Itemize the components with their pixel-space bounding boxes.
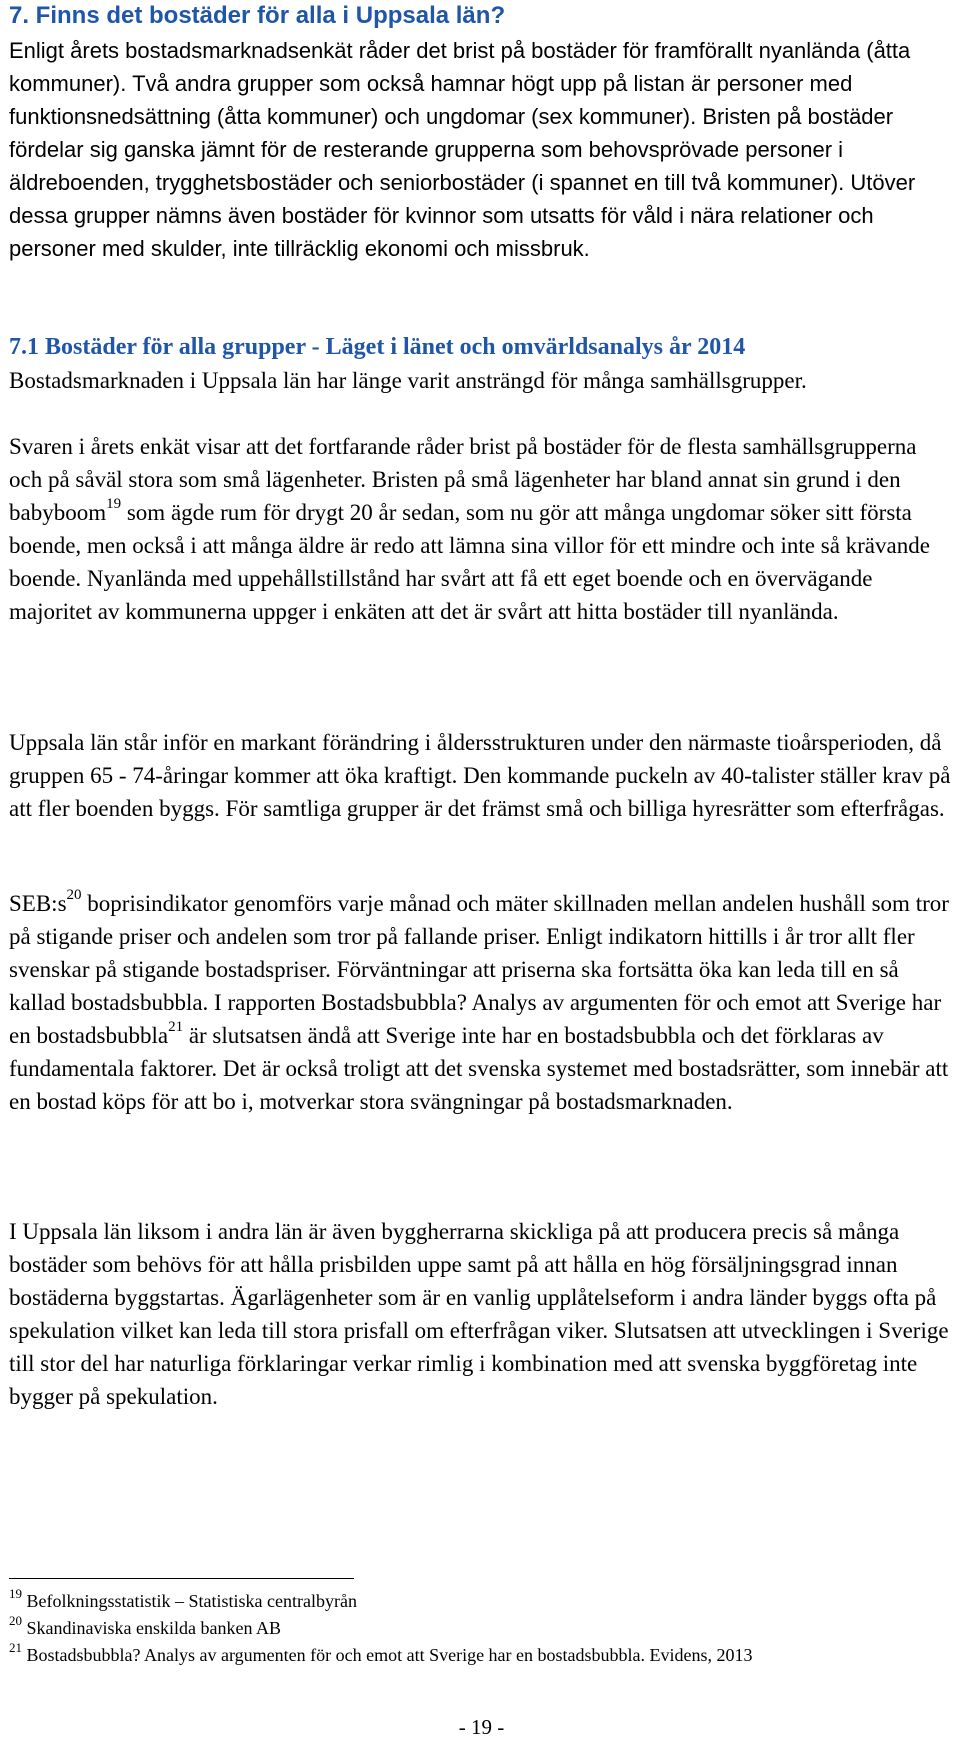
paragraph-housing-market: Bostadsmarknaden i Uppsala län har länge varit ansträngd för många samhällsgrupper. [9,368,807,393]
paragraph-text: som ägde rum för drygt 20 år sedan, som nu gör att många ungdomar söker sitt första boende, men också i att många äldre är redo att lämna sina villor för ett mindre och inte så krävande boende. Nyanlända med uppehållstillstånd har svårt att få ett eget boende och en övervägande majoritet av kommunerna uppger i enkäten att det är svårt att hitta bostäder till nyanlända. [9,500,930,624]
section-7-heading: 7. Finns det bostäder för alla i Uppsala län? [9,2,506,29]
section-7-paragraph: Enligt årets bostadsmarknadsenkät råder det brist på bostäder för framförallt nyanlända (åtta kommuner). Två andra grupper som också hamnar högt upp på listan är personer med funktionsnedsättning (åtta kommuner) och ungdomar (sex kommuner). Bristen på bostäder fördelar sig ganska jämnt för de resterande grupperna som behovsprövade personer i äldreboenden, trygghetsbostäder och seniorbostäder (i spannet en till två kommuner). Utöver dessa grupper nämns även bostäder för kvinnor som utsatts för våld i nära relationer och personer med skulder, inte tillräcklig ekonomi och missbruk. [9,38,916,261]
footnote-number: 20 [9,1613,22,1628]
footnote-divider [9,1578,354,1579]
footnote-text: Skandinaviska enskilda banken AB [26,1618,281,1638]
footnote-number: 21 [9,1640,22,1655]
footnote-text: Befolkningsstatistik – Statistiska centralbyrån [26,1591,357,1611]
footnotes [9,1588,954,1669]
footnote-21 [9,1642,954,1669]
paragraph-survey-results [9,430,954,628]
footnote-text: Bostadsbubbla? Analys av argumenten för och emot att Sverige har en bostadsbubbla. Evidens, 2013 [26,1645,753,1665]
paragraph-text: boprisindikator genomförs varje månad och mäter skillnaden mellan andelen hushåll som tror på stigande priser och andelen som tror på fallande priser. Enligt indikatorn hittills i år tror allt fler svenskar på stigande bostadspriser. Förväntningar att priserna ska fortsätta öka kan leda till en så kallad bostadsbubbla. I rapporten Bostadsbubbla? Analys av argumenten för och emot att Sverige har en bostadsbubbla [9,891,949,1048]
paragraph-age-structure: Uppsala län står inför en markant förändring i åldersstrukturen under den närmaste tioårsperioden, då gruppen 65 - 74-åringar kommer att öka kraftigt. Den kommande puckeln av 40-talister ställer krav på att fler boenden byggs. För samtliga grupper är det främst små och billiga hyresrätter som efterfrågas. [9,730,951,821]
paragraph-text: är slutsatsen ändå att Sverige inte har en bostadsbubbla och det förklaras av fundamentala faktorer. Det är också troligt att det svenska systemet med bostadsrätter, som innebär att en bostad köps för att bo i, motverkar stora svängningar på bostadsmarknaden. [9,1023,949,1114]
footnote-ref-19[interactable]: 19 [106,496,122,513]
section-7-1-heading: 7.1 Bostäder för alla grupper - Läget i länet och omvärldsanalys år 2014 [9,334,746,360]
page-number: - 19 - [458,1715,505,1739]
footnote-ref-21[interactable]: 21 [168,1019,184,1036]
paragraph-seb-indicator [9,887,954,1118]
footnote-number: 19 [9,1586,22,1601]
paragraph-text: SEB:s [9,891,67,916]
footnote-19 [9,1588,954,1615]
paragraph-builders: I Uppsala län liksom i andra län är även byggherrarna skickliga på att producera precis så många bostäder som behövs för att hålla prisbilden uppe samt på att hålla en hög försäljningsgrad innan bostäderna byggstartas. Ägarlägenheter som är en vanlig upplåtelseform i andra länder byggs ofta på spekulation vilket kan leda till stora prisfall om efterfrågan viker. Slutsatsen att utvecklingen i Sverige till stor del har naturliga förklaringar verkar rimlig i kombination med att svenska byggföretag inte bygger på spekulation. [9,1219,949,1409]
paragraph-text: Svaren i årets enkät visar att det fortfarande råder brist på bostäder för de flesta samhällsgrupperna och på såväl stora som små lägenheter. Bristen på små lägenheter har bland annat sin grund i den babyboom [9,434,917,525]
footnote-ref-20[interactable]: 20 [66,887,82,904]
footnote-20 [9,1615,954,1642]
